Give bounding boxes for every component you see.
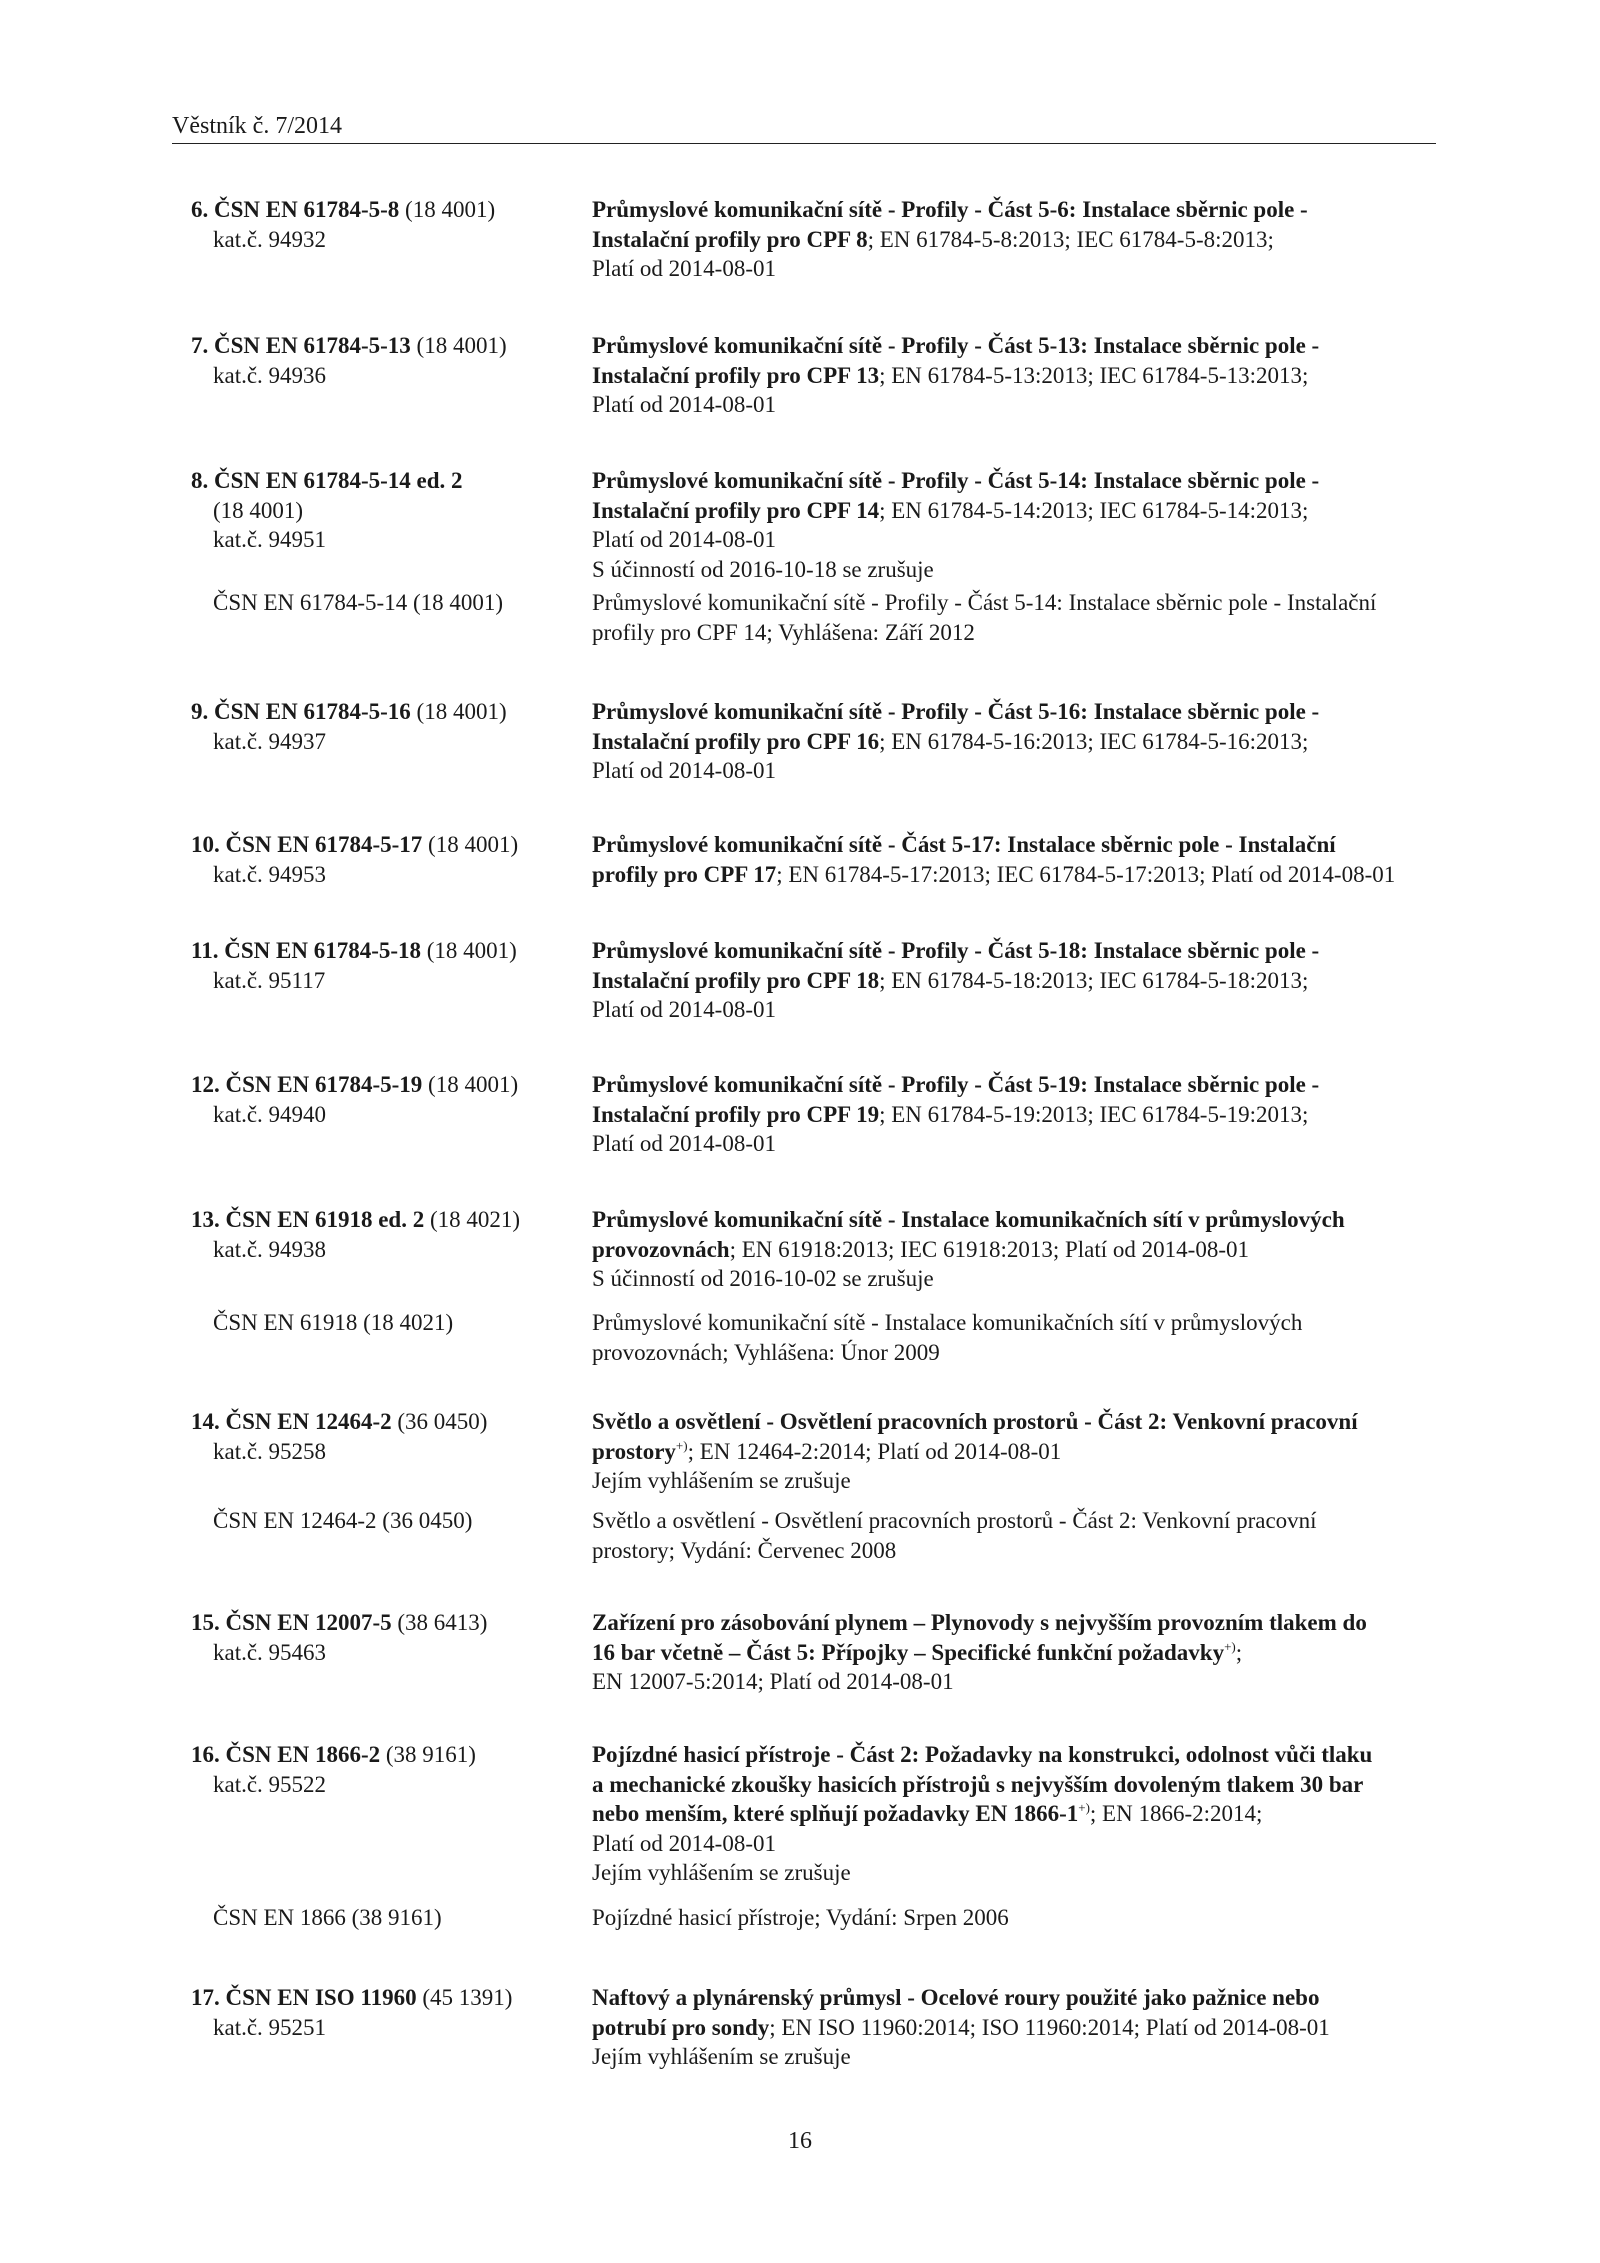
validity-note: Platí od 2014-08-01 [592,256,776,281]
entry-number: 7. [191,333,209,358]
standard-code: ČSN EN 61918 ed. 2 [225,1207,425,1232]
standard-code: ČSN EN ISO 11960 [225,1985,417,2010]
page-footer [0,2128,1600,2155]
standard-title: Pojízdné hasicí přístroje - Část 2: Požadavky na konstrukci, odolnost vůči tlaku [592,1742,1373,1767]
description-line [592,830,1438,860]
standard-code: ČSN EN 12007-5 [225,1610,392,1635]
standard-description [592,331,1438,420]
standard-description [592,830,1438,889]
standard-title: potrubí pro sondy [592,2014,770,2040]
catalog-number: kat.č. 95522 [213,1771,327,1797]
description-line [592,1799,1438,1829]
validity-note: Jejím vyhlášením se zrušuje [592,1468,851,1493]
standard-code-line [191,1407,571,1437]
standard-title: prostory [592,1438,676,1464]
validity-note: Platí od 2014-08-01 [592,1131,776,1156]
page-header-title: Věstník č. 7/2014 [172,113,342,139]
standard-code: ČSN EN 61784-5-16 [214,699,411,724]
validity-note: Platí od 2014-08-01 [592,997,776,1022]
standard-code-line [191,1205,571,1235]
standard-description [592,466,1438,584]
entry-number: 11. [191,938,219,963]
standard-code-line [191,697,571,727]
standard-identifier [191,1205,571,1264]
description-line [592,1205,1438,1235]
standard-identifier [191,936,571,995]
description-line [592,1437,1438,1467]
description-line [592,2013,1438,2043]
classification-code: (18 4001) [213,497,304,523]
standard-references: ; EN 12464-2:2014; Platí od 2014-08-01 [687,1438,1062,1464]
standard-references: ; EN 61784-5-19:2013; IEC 61784-5-19:2013; [879,1101,1309,1127]
standard-code-line [191,195,571,225]
standard-title: provozovnách [592,1236,730,1262]
description-line [592,727,1438,757]
validity-note: S účinností od 2016-10-18 se zrušuje [592,556,934,582]
classification-code: (18 4001) [410,699,507,724]
standard-code-line [191,466,571,496]
replaced-standard-description [592,1308,1438,1367]
standard-title: Instalační profily pro CPF 8 [592,226,868,252]
standard-title: Průmyslové komunikační sítě - Profily - Část 5-19: Instalace sběrnic pole - [592,1072,1320,1097]
validity-note: Platí od 2014-08-01 [592,527,776,552]
page-number: 16 [788,2128,812,2154]
standard-code-line [191,331,571,361]
validity-note: Platí od 2014-08-01 [592,1830,776,1856]
standard-identifier [191,466,571,555]
replaced-standard-description [592,1506,1438,1565]
description-line [592,1740,1438,1770]
standard-title: Instalační profily pro CPF 19 [592,1101,880,1127]
entry-number: 13. [191,1207,220,1232]
standard-identifier [191,697,571,756]
standard-code: ČSN EN 61784-5-19 [225,1072,423,1097]
entry-number: 12. [191,1072,220,1097]
replaced-standard-description [592,588,1438,647]
standard-description [592,195,1438,284]
replaced-standard-description [592,1903,1438,1933]
standard-references: ; EN ISO 11960:2014; ISO 11960:2014; Platí od 2014-08-01 [769,2014,1330,2040]
replaced-standard-code: ČSN EN 1866 (38 9161) [213,1905,442,1930]
replaced-standard-identifier [191,588,571,618]
standard-title: Instalační profily pro CPF 13 [592,362,880,388]
validity-note: S účinností od 2016-10-02 se zrušuje [592,1266,934,1291]
standard-description [592,697,1438,786]
entry-number: 17. [191,1985,220,2010]
standard-title: Průmyslové komunikační sítě - Část 5-17: Instalace sběrnic pole - Instalační [592,832,1336,857]
description-line [592,966,1438,996]
standard-code-line [191,1983,571,2013]
classification-code: (18 4001) [422,1072,519,1097]
replaced-standard-code: ČSN EN 61918 (18 4021) [213,1310,454,1335]
catalog-number: kat.č. 94932 [213,226,327,252]
standard-code-line [191,830,571,860]
entry-number: 6. [191,197,209,222]
standard-title: Instalační profily pro CPF 18 [592,967,880,993]
standard-title: Zařízení pro zásobování plynem – Plynovody s nejvyšším provozním tlakem do [592,1610,1367,1635]
entry-number: 16. [191,1742,220,1767]
standard-code: ČSN EN 61784-5-18 [224,938,422,963]
catalog-number: kat.č. 95251 [213,2014,327,2040]
standard-code-line [191,1740,571,1770]
entry-number: 9. [191,699,209,724]
catalog-number: kat.č. 94938 [213,1236,327,1262]
description-line [592,195,1438,225]
standard-description [592,1070,1438,1159]
standard-description [592,1407,1438,1496]
catalog-number: kat.č. 95117 [213,967,326,993]
catalog-number: kat.č. 95463 [213,1639,327,1665]
footnote-marker: +) [1224,1638,1236,1654]
classification-code: (18 4001) [422,832,519,857]
footnote-marker: +) [675,1437,688,1453]
standard-references: ; EN 61784-5-14:2013; IEC 61784-5-14:2013; [879,497,1309,523]
standard-title: Průmyslové komunikační sítě - Profily - Část 5-6: Instalace sběrnic pole - [592,197,1308,222]
description-line: provozovnách; Vyhlášena: Únor 2009 [592,1339,940,1365]
classification-code: (18 4021) [424,1207,521,1232]
standard-code-line [191,1070,571,1100]
standard-references: ; EN 1866-2:2014; [1089,1801,1263,1826]
entry-number: 10. [191,832,220,857]
standard-references: ; EN 61918:2013; IEC 61918:2013; Platí od 2014-08-01 [729,1236,1249,1262]
standard-title: profily pro CPF 17 [592,861,777,887]
description-line [592,860,1438,890]
standard-identifier [191,331,571,390]
standard-references: ; EN 61784-5-13:2013; IEC 61784-5-13:2013; [879,362,1309,388]
standard-title: 16 bar včetně – Část 5: Přípojky – Specifické funkční požadavky [592,1639,1225,1665]
description-line [592,1638,1438,1668]
validity-note: Platí od 2014-08-01 [592,392,776,417]
description-line [592,1100,1438,1130]
standard-code-line [191,936,571,966]
standard-identifier [191,1740,571,1799]
standard-references: ; EN 61784-5-16:2013; IEC 61784-5-16:2013; [879,728,1309,754]
description-line: profily pro CPF 14; Vyhlášena: Září 2012 [592,619,975,645]
standard-title: a mechanické zkoušky hasicích přístrojů s nejvyšším dovoleným tlakem 30 bar [592,1771,1364,1797]
classification-code: (38 6413) [391,1610,488,1635]
validity-note: Jejím vyhlášením se zrušuje [592,1860,851,1885]
standard-title: Instalační profily pro CPF 14 [592,497,880,523]
catalog-number: kat.č. 94951 [213,527,327,552]
replaced-standard-code: ČSN EN 61784-5-14 (18 4001) [213,590,504,615]
description-line [592,1770,1438,1800]
standard-code: ČSN EN 12464-2 [225,1409,392,1434]
standard-code: ČSN EN 1866-2 [225,1742,381,1767]
footnote-marker: +) [1078,1800,1090,1815]
replaced-standard-code: ČSN EN 12464-2 (36 0450) [213,1508,473,1533]
validity-note: EN 12007-5:2014; Platí od 2014-08-01 [592,1669,954,1694]
standard-identifier [191,1983,571,2042]
standard-code: ČSN EN 61784-5-14 ed. 2 [214,468,463,493]
classification-code: (18 4001) [399,197,496,222]
standard-code: ČSN EN 61784-5-13 [214,333,411,358]
classification-code: (45 1391) [416,1985,513,2010]
standard-title: Světlo a osvětlení - Osvětlení pracovních prostorů - Část 2: Venkovní pracovní [592,1409,1358,1434]
catalog-number: kat.č. 94936 [213,362,327,388]
standard-title: Průmyslové komunikační sítě - Profily - Část 5-13: Instalace sběrnic pole - [592,333,1320,358]
validity-note: Platí od 2014-08-01 [592,758,776,783]
standard-references: ; EN 61784-5-18:2013; IEC 61784-5-18:2013; [879,967,1309,993]
classification-code: (36 0450) [391,1409,488,1434]
entry-number: 15. [191,1610,220,1635]
description-line [592,936,1438,966]
description-line [592,1235,1438,1265]
standard-code: ČSN EN 61784-5-8 [214,197,400,222]
standard-title: Průmyslové komunikační sítě - Profily - Část 5-16: Instalace sběrnic pole - [592,699,1320,724]
standard-title: Naftový a plynárenský průmysl - Ocelové roury použité jako pažnice nebo [592,1985,1320,2010]
standard-description [592,1740,1438,1888]
description-line [592,496,1438,526]
catalog-number: kat.č. 94937 [213,728,327,754]
standard-identifier [191,1608,571,1667]
description-line [592,225,1438,255]
standard-identifier [191,1070,571,1129]
classification-code: (38 9161) [380,1742,476,1767]
replaced-standard-identifier [191,1506,571,1536]
description-line: Průmyslové komunikační sítě - Instalace komunikačních sítí v průmyslových [592,1310,1303,1335]
description-line [592,466,1438,496]
standard-references: ; [1235,1639,1243,1665]
standard-references: ; EN 61784-5-8:2013; IEC 61784-5-8:2013; [867,226,1274,252]
standard-identifier [191,830,571,889]
description-line [592,331,1438,361]
standard-description [592,1608,1438,1697]
standard-description [592,936,1438,1025]
classification-code: (18 4001) [421,938,517,963]
entry-number: 8. [191,468,209,493]
standard-title: Průmyslové komunikační sítě - Profily - Část 5-18: Instalace sběrnic pole - [592,938,1320,963]
description-line [592,1983,1438,2013]
validity-note: Jejím vyhlášením se zrušuje [592,2044,851,2069]
catalog-number: kat.č. 95258 [213,1438,327,1464]
standard-code: ČSN EN 61784-5-17 [225,832,423,857]
standard-title: nebo menším, které splňují požadavky EN 1866-1 [592,1801,1079,1826]
entry-number: 14. [191,1409,220,1434]
standard-description [592,1205,1438,1294]
standard-title: Průmyslové komunikační sítě - Instalace komunikačních sítí v průmyslových [592,1207,1345,1232]
catalog-number: kat.č. 94953 [213,861,327,887]
description-line [592,1070,1438,1100]
standard-identifier [191,195,571,254]
standard-description [592,1983,1438,2072]
standard-title: Průmyslové komunikační sítě - Profily - Část 5-14: Instalace sběrnic pole - [592,468,1320,493]
description-line: prostory; Vydání: Červenec 2008 [592,1537,897,1563]
standard-references: ; EN 61784-5-17:2013; IEC 61784-5-17:2013; Platí od 2014-08-01 [776,861,1396,887]
description-line [592,1608,1438,1638]
catalog-number: kat.č. 94940 [213,1101,327,1127]
standard-title: Instalační profily pro CPF 16 [592,728,880,754]
description-line: Pojízdné hasicí přístroje; Vydání: Srpen 2006 [592,1905,1009,1930]
classification-code: (18 4001) [410,333,507,358]
description-line [592,697,1438,727]
replaced-standard-identifier [191,1903,571,1933]
standard-code-line [191,1608,571,1638]
page-header [172,111,1436,144]
description-line [592,1407,1438,1437]
description-line: Průmyslové komunikační sítě - Profily - Část 5-14: Instalace sběrnic pole - Instalační [592,590,1377,615]
description-line [592,361,1438,391]
replaced-standard-identifier [191,1308,571,1338]
description-line: Světlo a osvětlení - Osvětlení pracovních prostorů - Část 2: Venkovní pracovní [592,1508,1317,1533]
standard-identifier [191,1407,571,1466]
